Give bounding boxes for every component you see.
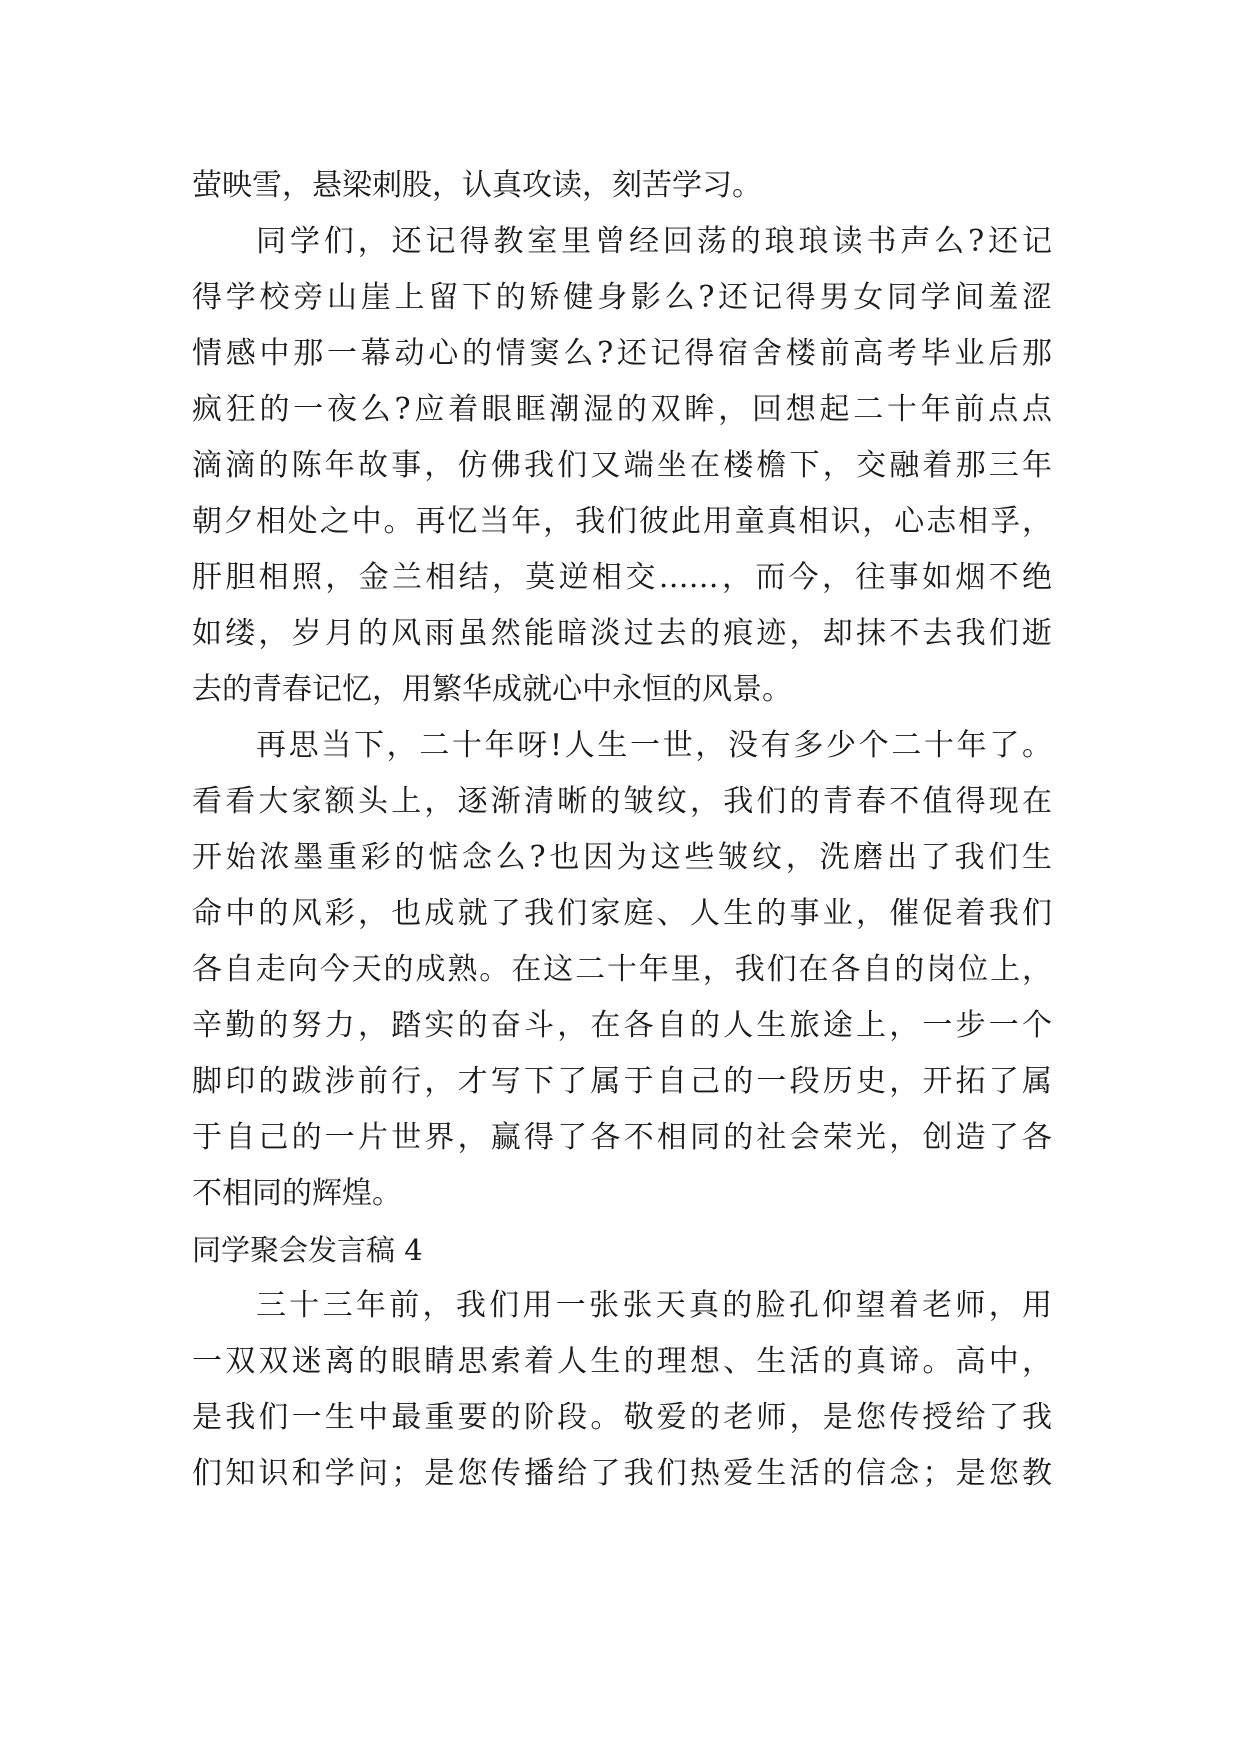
paragraph (192, 1278, 1052, 1502)
text-line: 是我们一生中最重要的阶段。敬爱的老师，是您传授给了我 (192, 1400, 1052, 1435)
heading-text: 同学聚会发言稿 4 (192, 1233, 423, 1267)
text-line: 各自走向今天的成熟。在这二十年里，我们在各自的岗位上， (192, 952, 1052, 987)
paragraph (192, 158, 1052, 214)
text-line: 命中的风彩，也成就了我们家庭、人生的事业，催促着我们 (192, 896, 1052, 931)
text-line: 如缕，岁月的风雨虽然能暗淡过去的痕迹，却抹不去我们逝 (192, 616, 1052, 651)
text-line: 看看大家额头上，逐渐清晰的皱纹，我们的青春不值得现在 (192, 784, 1052, 819)
text-line: 去的青春记忆，用繁华成就心中永恒的风景。 (192, 672, 792, 707)
text-line: 朝夕相处之中。再忆当年，我们彼此用童真相识，心志相孚， (192, 504, 1052, 539)
text-line: 们知识和学问；是您传播给了我们热爱生活的信念；是您教 (192, 1456, 1052, 1491)
text-line: 同学们，还记得教室里曾经回荡的琅琅读书声么?还记 (256, 224, 1052, 259)
text-line: 于自己的一片世界，赢得了各不相同的社会荣光，创造了各 (192, 1120, 1052, 1155)
section-heading (192, 1222, 1052, 1278)
text-line: 开始浓墨重彩的惦念么?也因为这些皱纹，洗磨出了我们生 (192, 840, 1052, 875)
paragraph (192, 214, 1052, 718)
text-line: 一双双迷离的眼睛思索着人生的理想、生活的真谛。高中， (192, 1344, 1052, 1379)
paragraph (192, 718, 1052, 1222)
text-line: 三十三年前，我们用一张张天真的脸孔仰望着老师，用 (256, 1288, 1052, 1323)
document-body (192, 158, 1052, 1502)
text-line: 脚印的跋涉前行，才写下了属于自己的一段历史，开拓了属 (192, 1064, 1052, 1099)
text-line: 辛勤的努力，踏实的奋斗，在各自的人生旅途上，一步一个 (192, 1008, 1052, 1043)
text-line: 滴滴的陈年故事，仿佛我们又端坐在楼檐下，交融着那三年 (192, 448, 1052, 483)
text-line: 得学校旁山崖上留下的矫健身影么?还记得男女同学间羞涩 (192, 280, 1052, 315)
text-line: 肝胆相照，金兰相结，莫逆相交……，而今，往事如烟不绝 (192, 560, 1052, 595)
text-line: 再思当下，二十年呀!人生一世，没有多少个二十年了。 (256, 728, 1052, 763)
text-line: 情感中那一幕动心的情窦么?还记得宿舍楼前高考毕业后那 (192, 336, 1052, 371)
text-line: 不相同的辉煌。 (192, 1176, 402, 1211)
text-line: 疯狂的一夜么?应着眼眶潮湿的双眸，回想起二十年前点点 (192, 392, 1052, 427)
text-line: 萤映雪，悬梁刺股，认真攻读，刻苦学习。 (192, 168, 762, 203)
